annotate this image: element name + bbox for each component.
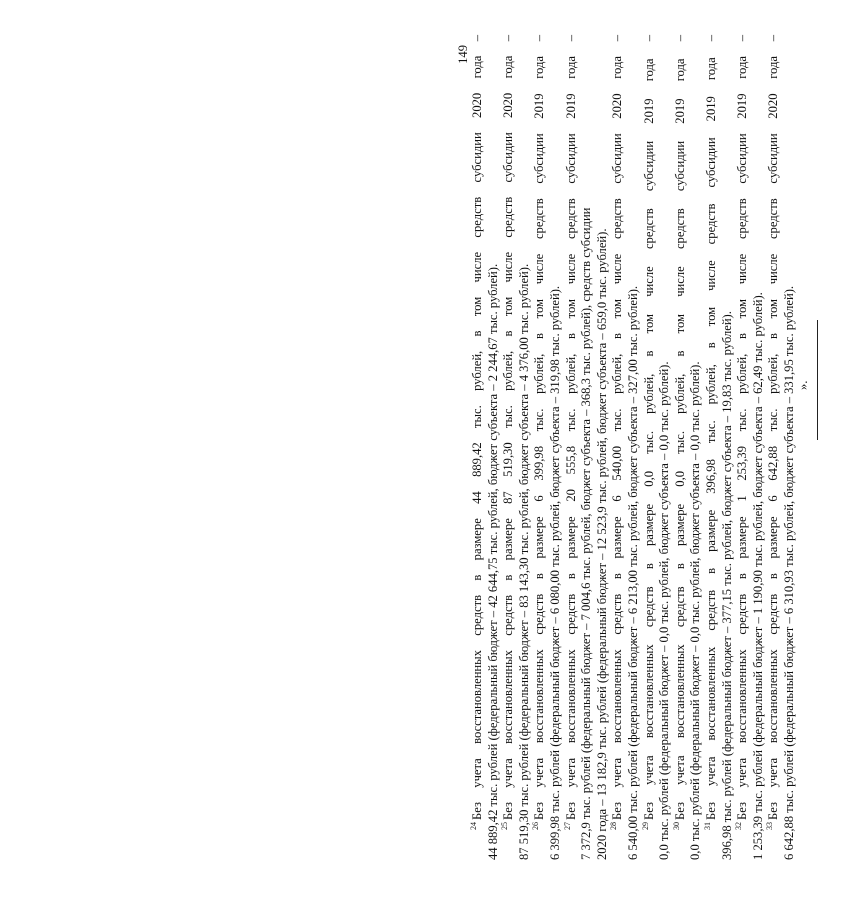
- footnote-line: 1 253,39 тыс. рублей (федеральный бюджет – 1 190,90 тыс. рублей, бюджет субъекта – 62,49 тыс. рублей).: [750, 292, 765, 860]
- footnote-line: Без учета восстановленных средств в размере 20 555,8 тыс. рублей, в том числе средств субсидии 2019 года –: [563, 35, 578, 820]
- rotated-footnotes-block: [456, 35, 842, 860]
- footnote-26: [532, 35, 563, 860]
- footnote-line: 0,0 тыс. рублей (федеральный бюджет – 0,0 тыс. рублей, бюджет субъекта – 0,0 тыс. рублей).: [657, 361, 672, 860]
- footnote-marker: 27: [562, 822, 572, 830]
- footnote-separator-rule: [817, 320, 818, 440]
- footnote-line: 0,0 тыс. рублей (федеральный бюджет – 0,0 тыс. рублей, бюджет субъекта – 0,0 тыс. рублей).: [688, 361, 703, 860]
- footnote-line: Без учета восстановленных средств в размере 6 399,98 тыс. рублей, в том числе средств субсидии 2019 года –: [532, 35, 547, 820]
- footnote-27: [564, 35, 611, 860]
- footnote-line: 6 540,00 тыс. рублей (федеральный бюджет – 6 213,00 тыс. рублей, бюджет субъекта – 327,00 тыс. рублей).: [625, 285, 640, 860]
- page-number: 149: [456, 45, 470, 64]
- footnote-line: 6 642,88 тыс. рублей (федеральный бюджет – 6 310,93 тыс. рублей, бюджет субъекта – 331,95 тыс. рублей).: [781, 285, 796, 860]
- footnote-line: Без учета восстановленных средств в размере 44 889,42 тыс. рублей, в том числе средств субсидии 2020 года –: [470, 35, 484, 820]
- footnote-marker: 26: [531, 822, 541, 830]
- footnote-30: [673, 35, 704, 860]
- footnote-line: Без учета восстановленных средств в размере 0,0 тыс. рублей, в том числе средств субсидии 2019 года –: [641, 35, 656, 820]
- footnote-marker: 28: [609, 822, 619, 830]
- footnote-31: [704, 35, 735, 860]
- footnote-line: Без учета восстановленных средств в размере 396,98 тыс. рублей, в том числе средств субсидии 2019 года –: [703, 35, 718, 820]
- footnote-line: 396,98 тыс. рублей (федеральный бюджет – 377,15 тыс. рублей, бюджет субъекта – 19,83 тыс. рублей).: [719, 311, 734, 860]
- footnote-line: Без учета восстановленных средств в размере 1 253,39 тыс. рублей, в том числе средств субсидии 2019 года –: [735, 35, 750, 820]
- footnote-marker: 29: [640, 822, 650, 830]
- footnote-line: 44 889,42 тыс. рублей (федеральный бюджет – 42 644,75 тыс. рублей, бюджет субъекта – 2 244,67 тыс. рублей).: [485, 263, 500, 860]
- footnote-marker: 24: [469, 822, 478, 830]
- footnote-line: 2020 года – 13 182,9 тыс. рублей (федеральный бюджет – 12 523,9 тыс. рублей, бюджет субъекта – 659,0 тыс. рублей).: [594, 228, 609, 860]
- closing-quote-mark: ».: [796, 380, 810, 390]
- footnote-32: [735, 35, 766, 860]
- footnote-line: Без учета восстановленных средств в размере 6 642,88 тыс. рублей, в том числе средств субсидии 2020 года –: [766, 35, 781, 820]
- footnote-marker: 30: [671, 822, 681, 830]
- footnote-line: Без учета восстановленных средств в размере 0,0 тыс. рублей, в том числе средств субсидии 2019 года –: [672, 35, 687, 820]
- footnote-24: [470, 35, 501, 860]
- footnote-marker: 32: [734, 822, 744, 830]
- footnote-line: Без учета восстановленных средств в размере 6 540,00 тыс. рублей, в том числе средств субсидии 2020 года –: [610, 35, 625, 820]
- footnote-marker: 33: [765, 822, 775, 830]
- footnote-line: 87 519,30 тыс. рублей (федеральный бюджет – 83 143,30 тыс. рублей, бюджет субъекта – 4 376,00 тыс. рублей).: [516, 263, 531, 860]
- footnote-line: Без учета восстановленных средств в размере 87 519,30 тыс. рублей, в том числе средств субсидии 2020 года –: [501, 35, 516, 820]
- footnote-33: [766, 35, 797, 860]
- footnote-marker: 31: [702, 822, 712, 830]
- footnote-28: [610, 35, 641, 860]
- footnote-line: 6 399,98 тыс. рублей (федеральный бюджет – 6 080,00 тыс. рублей, бюджет субъекта – 319,98 тыс. рублей).: [547, 285, 562, 860]
- footnote-line: 7 372,9 тыс. рублей (федеральный бюджет – 7 004,6 тыс. рублей, бюджет субъекта – 368,3 тыс. рублей), средств субсидии: [579, 207, 594, 860]
- footnote-25: [501, 35, 532, 860]
- footnote-marker: 25: [500, 822, 510, 830]
- footnote-29: [642, 35, 673, 860]
